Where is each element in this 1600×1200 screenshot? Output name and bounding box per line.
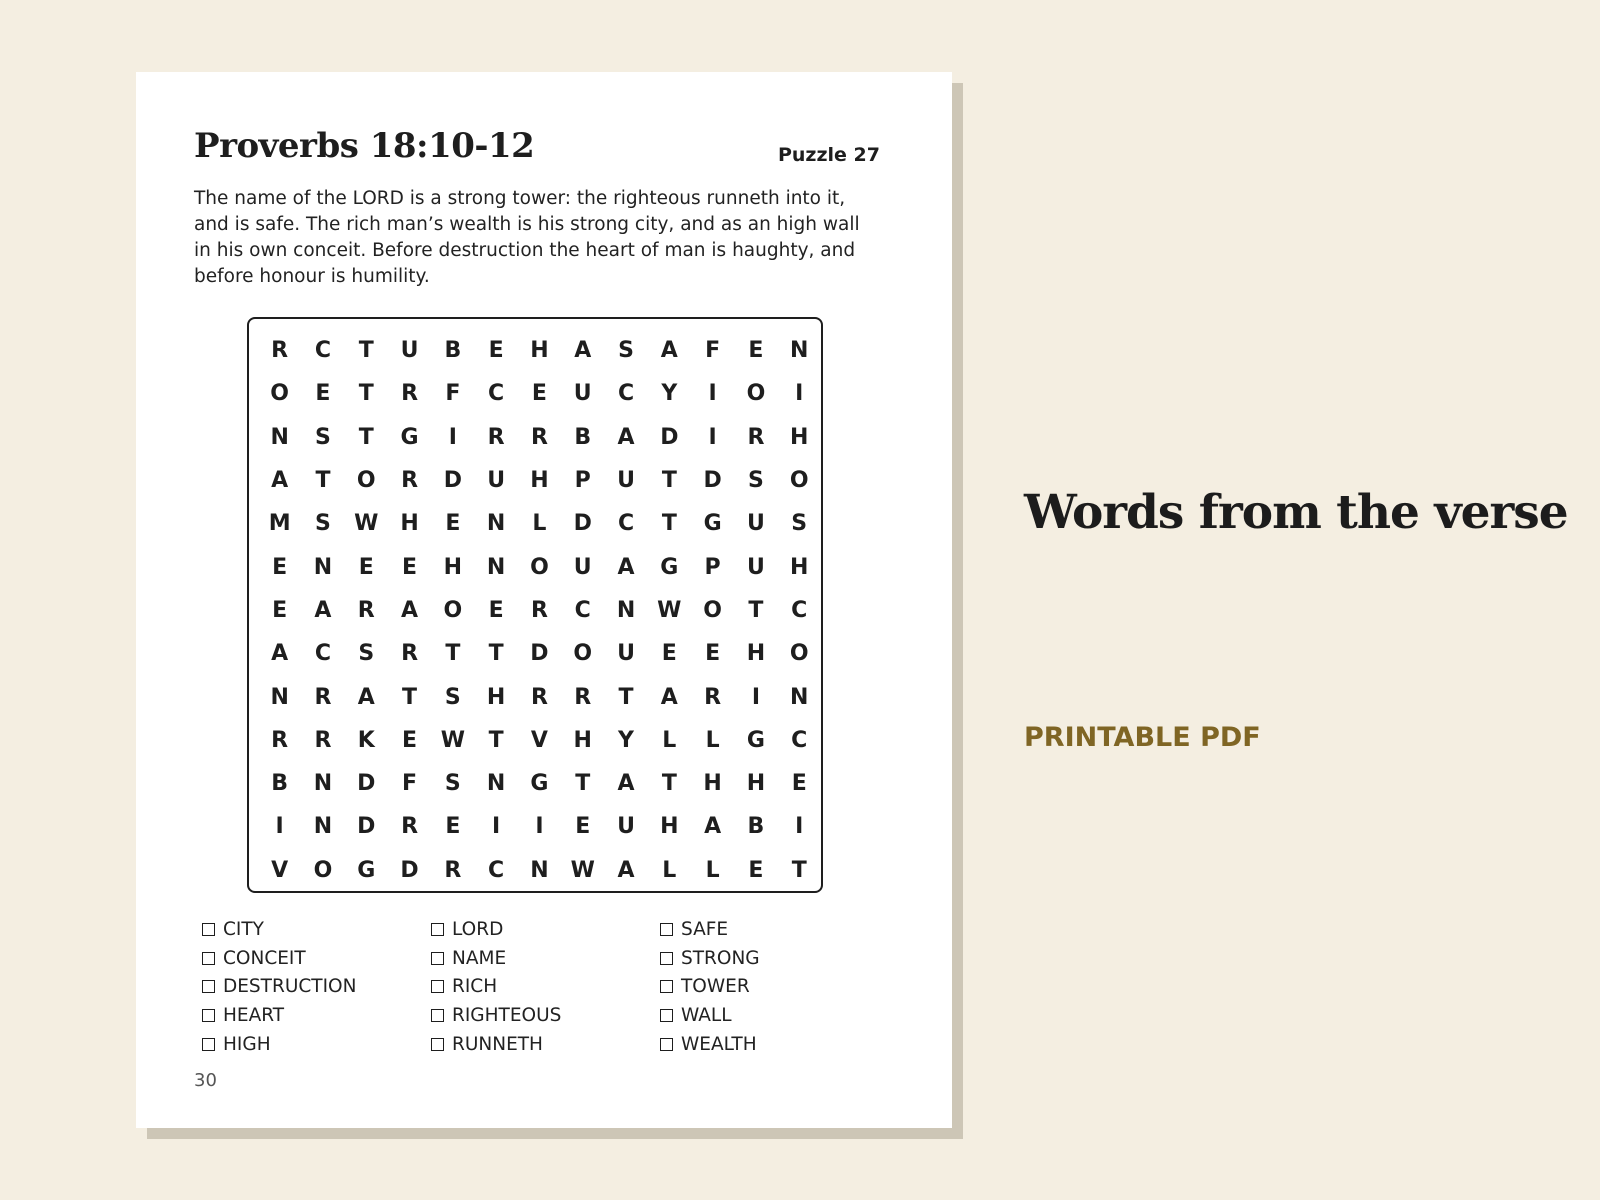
grid-letter[interactable]: W [354, 511, 379, 537]
word-checkbox[interactable] [202, 1038, 215, 1051]
grid-letter[interactable]: E [575, 814, 591, 840]
grid-letter[interactable]: N [530, 857, 549, 883]
grid-letter[interactable]: L [705, 727, 720, 753]
word-label: LORD [452, 918, 504, 940]
puzzle-number: Puzzle 27 [777, 144, 880, 166]
grid-letter[interactable]: K [357, 727, 375, 753]
grid-letter[interactable]: B [574, 424, 592, 450]
grid-letter[interactable]: O [789, 468, 809, 494]
grid-letter[interactable]: C [314, 641, 332, 667]
grid-letter[interactable]: T [488, 727, 504, 753]
word-checkbox[interactable] [202, 1009, 215, 1022]
grid-letter[interactable]: E [445, 814, 461, 840]
grid-letter[interactable]: W [440, 727, 465, 753]
grid-letter[interactable]: N [486, 511, 506, 537]
grid-letter[interactable]: U [573, 381, 592, 407]
grid-letter[interactable]: O [703, 597, 722, 623]
grid-letter[interactable]: G [530, 771, 549, 797]
grid-letter[interactable]: W [570, 857, 595, 883]
puzzle-page [136, 72, 952, 1128]
grid-letter[interactable]: R [530, 424, 548, 450]
grid-letter[interactable]: E [488, 338, 504, 364]
grid-letter[interactable]: T [358, 424, 374, 450]
word-item [202, 972, 431, 1001]
grid-letter[interactable]: R [314, 727, 332, 753]
grid-letter[interactable]: O [573, 641, 593, 667]
grid-letter[interactable]: Y [661, 381, 678, 407]
grid-letter[interactable]: S [618, 338, 634, 364]
grid-letter[interactable]: N [270, 424, 289, 450]
grid-letter[interactable]: N [790, 684, 809, 710]
grid-letter[interactable]: F [445, 381, 461, 407]
grid-letter[interactable]: O [270, 381, 289, 407]
grid-letter[interactable]: T [315, 468, 331, 494]
word-checkbox[interactable] [660, 980, 673, 993]
word-checkbox[interactable] [431, 952, 444, 965]
word-label: WEALTH [681, 1033, 757, 1055]
grid-letter[interactable]: E [488, 597, 504, 623]
grid-letter[interactable]: L [705, 857, 720, 883]
grid-letter[interactable]: R [357, 597, 375, 623]
grid-letter[interactable]: I [275, 814, 284, 840]
word-label: CONCEIT [223, 947, 306, 969]
grid-letter[interactable]: G [703, 511, 722, 537]
grid-letter[interactable]: H [790, 554, 809, 580]
word-label: CITY [223, 918, 264, 940]
grid-letter[interactable]: N [486, 771, 506, 797]
word-checkbox[interactable] [660, 1038, 673, 1051]
grid-letter[interactable]: T [661, 771, 677, 797]
word-search-grid [247, 317, 823, 893]
word-checkbox[interactable] [660, 952, 673, 965]
grid-letter[interactable]: G [400, 424, 419, 450]
grid-letter[interactable]: N [486, 554, 506, 580]
grid-letter[interactable]: A [357, 684, 375, 710]
word-checkbox[interactable] [431, 1009, 444, 1022]
grid-letter[interactable]: U [487, 468, 506, 494]
grid-letter[interactable]: H [703, 771, 722, 797]
grid-letter[interactable]: E [791, 771, 807, 797]
grid-letter[interactable]: E [272, 554, 288, 580]
word-label: HEART [223, 1004, 285, 1026]
grid-letter[interactable]: D [703, 468, 722, 494]
grid-letter[interactable]: E [445, 511, 461, 537]
grid-letter[interactable]: P [574, 468, 591, 494]
grid-letter[interactable]: D [400, 857, 419, 883]
grid-letter[interactable]: R [271, 338, 289, 364]
grid-letter[interactable]: R [401, 814, 419, 840]
grid-letter[interactable]: F [705, 338, 721, 364]
word-checkbox[interactable] [431, 923, 444, 936]
word-label: SAFE [681, 918, 729, 940]
word-label: RUNNETH [452, 1033, 543, 1055]
grid-letter[interactable]: F [402, 771, 418, 797]
grid-letter[interactable]: H [746, 641, 766, 667]
word-label: NAME [452, 947, 507, 969]
grid-letter[interactable]: S [444, 684, 461, 710]
grid-letter[interactable]: A [401, 597, 419, 623]
grid-letter[interactable]: R [444, 857, 462, 883]
grid-letter[interactable]: D [443, 468, 462, 494]
grid-letter[interactable]: U [617, 468, 635, 494]
word-item [431, 944, 660, 973]
grid-letter[interactable]: T [661, 468, 677, 494]
grid-letter[interactable]: A [617, 857, 635, 883]
grid-letter[interactable]: D [357, 814, 376, 840]
grid-letter[interactable]: V [530, 727, 548, 753]
grid-letter[interactable]: A [704, 814, 722, 840]
grid-letter[interactable]: S [791, 511, 808, 537]
word-label: HIGH [223, 1033, 271, 1055]
grid-letter[interactable]: C [617, 381, 635, 407]
grid-letter[interactable]: C [791, 597, 808, 623]
grid-letter[interactable]: E [748, 338, 764, 364]
word-label: RICH [452, 976, 498, 998]
word-item [431, 1001, 660, 1030]
grid-letter[interactable]: C [791, 727, 808, 753]
grid-letter[interactable]: N [270, 684, 289, 710]
grid-letter[interactable]: P [704, 554, 721, 580]
word-item [202, 1001, 431, 1030]
letter-grid [258, 329, 821, 892]
side-heading: Words from the verse [1024, 485, 1568, 540]
grid-letter[interactable]: R [401, 641, 419, 667]
grid-letter[interactable]: C [617, 511, 635, 537]
grid-letter[interactable]: B [271, 771, 289, 797]
word-item [202, 915, 431, 944]
word-list [202, 915, 889, 1058]
grid-letter[interactable]: N [790, 338, 809, 364]
grid-letter[interactable]: E [705, 641, 721, 667]
grid-letter[interactable]: U [573, 554, 592, 580]
grid-letter[interactable]: T [618, 684, 634, 710]
grid-letter[interactable]: R [747, 424, 765, 450]
grid-letter[interactable]: S [358, 641, 375, 667]
grid-letter[interactable]: S [315, 511, 331, 537]
grid-letter[interactable]: H [573, 727, 592, 753]
grid-letter[interactable]: A [617, 424, 635, 450]
grid-letter[interactable]: D [357, 771, 376, 797]
grid-letter[interactable]: O [356, 468, 376, 494]
grid-letter[interactable]: R [487, 424, 505, 450]
grid-letter[interactable]: A [660, 684, 678, 710]
grid-letter[interactable]: A [271, 641, 289, 667]
grid-letter[interactable]: C [488, 381, 505, 407]
printable-pdf-tag: PRINTABLE PDF [1024, 722, 1261, 753]
grid-letter[interactable]: N [616, 597, 636, 623]
grid-letter[interactable]: E [661, 641, 677, 667]
grid-letter[interactable]: I [795, 814, 804, 840]
grid-letter[interactable]: G [746, 727, 765, 753]
grid-letter[interactable]: I [535, 814, 544, 840]
grid-letter[interactable]: L [532, 511, 547, 537]
grid-letter[interactable]: T [488, 641, 504, 667]
grid-letter[interactable]: L [662, 727, 677, 753]
grid-letter[interactable]: A [617, 771, 635, 797]
grid-letter[interactable]: B [747, 814, 765, 840]
grid-letter[interactable]: A [574, 338, 592, 364]
grid-letter[interactable]: H [443, 554, 463, 580]
grid-letter[interactable]: V [271, 857, 289, 883]
grid-letter[interactable]: T [575, 771, 591, 797]
grid-letter[interactable]: T [402, 684, 418, 710]
grid-letter[interactable]: D [573, 511, 592, 537]
word-item [202, 1030, 431, 1059]
grid-letter[interactable]: A [617, 554, 635, 580]
grid-letter[interactable]: U [617, 641, 635, 667]
grid-letter[interactable]: O [530, 554, 549, 580]
grid-letter[interactable]: H [530, 338, 549, 364]
grid-letter[interactable]: W [657, 597, 682, 623]
grid-letter[interactable]: R [530, 597, 548, 623]
grid-letter[interactable]: E [402, 554, 418, 580]
word-item [431, 972, 660, 1001]
grid-letter[interactable]: L [662, 857, 677, 883]
grid-letter[interactable]: I [492, 814, 501, 840]
grid-letter[interactable]: B [444, 338, 462, 364]
grid-letter[interactable]: E [272, 597, 288, 623]
grid-letter[interactable]: R [401, 468, 419, 494]
word-checkbox[interactable] [431, 980, 444, 993]
grid-letter[interactable]: T [358, 381, 374, 407]
grid-letter[interactable]: T [661, 511, 677, 537]
grid-letter[interactable]: R [704, 684, 722, 710]
grid-letter[interactable]: R [401, 381, 419, 407]
grid-letter[interactable]: I [708, 424, 717, 450]
grid-letter[interactable]: S [444, 771, 461, 797]
word-item [660, 1030, 889, 1059]
word-item [431, 915, 660, 944]
grid-letter[interactable]: M [268, 511, 291, 537]
word-item [431, 1030, 660, 1059]
page-number: 30 [194, 1070, 217, 1091]
word-checkbox[interactable] [431, 1038, 444, 1051]
grid-letter[interactable]: D [660, 424, 679, 450]
grid-letter[interactable]: E [531, 381, 547, 407]
grid-letter[interactable]: E [402, 727, 418, 753]
word-item [660, 972, 889, 1001]
grid-letter[interactable]: T [445, 641, 461, 667]
word-checkbox[interactable] [202, 952, 215, 965]
word-item [202, 944, 431, 973]
grid-letter[interactable]: C [314, 338, 332, 364]
grid-letter[interactable]: I [795, 381, 804, 407]
grid-letter[interactable]: H [746, 771, 766, 797]
word-label: RIGHTEOUS [452, 1004, 562, 1026]
word-label: DESTRUCTION [223, 976, 357, 998]
grid-letter[interactable]: Y [618, 727, 634, 753]
page-title: Proverbs 18:10-12 [194, 126, 535, 166]
grid-letter[interactable]: A [314, 597, 332, 623]
grid-letter[interactable]: O [443, 597, 463, 623]
grid-letter[interactable]: S [315, 424, 331, 450]
grid-letter[interactable]: N [313, 771, 333, 797]
word-checkbox[interactable] [202, 923, 215, 936]
grid-letter[interactable]: I [751, 684, 760, 710]
grid-letter[interactable]: N [313, 554, 333, 580]
word-checkbox[interactable] [660, 1009, 673, 1022]
grid-letter[interactable]: E [358, 554, 374, 580]
word-item [660, 1001, 889, 1030]
grid-letter[interactable]: U [746, 511, 765, 537]
grid-letter[interactable]: G [357, 857, 376, 883]
grid-letter[interactable]: I [448, 424, 457, 450]
word-label: STRONG [681, 947, 760, 969]
grid-letter[interactable]: H [790, 424, 809, 450]
word-item [660, 944, 889, 973]
word-checkbox[interactable] [660, 923, 673, 936]
grid-letter[interactable]: H [400, 511, 419, 537]
grid-letter[interactable]: H [486, 684, 506, 710]
grid-letter[interactable]: U [617, 814, 635, 840]
grid-letter[interactable]: O [313, 857, 333, 883]
word-label: WALL [681, 1004, 732, 1026]
grid-letter[interactable]: O [746, 381, 766, 407]
word-label: TOWER [681, 976, 750, 998]
word-checkbox[interactable] [202, 980, 215, 993]
grid-letter[interactable]: C [574, 597, 591, 623]
grid-letter[interactable]: H [660, 814, 679, 840]
grid-letter[interactable]: A [271, 468, 289, 494]
grid-letter[interactable]: T [748, 597, 764, 623]
grid-letter[interactable]: N [313, 814, 333, 840]
grid-letter[interactable]: E [748, 857, 764, 883]
grid-letter[interactable]: U [746, 554, 765, 580]
verse-text: The name of the LORD is a strong tower: the righteous runneth into it, and is safe. The rich man’s wealth is his strong city, and as an high wall in his own conceit. Before destruction the heart of man is haughty, and before honour is humility. [194, 188, 860, 287]
word-item [660, 915, 889, 944]
grid-letter[interactable]: R [271, 727, 289, 753]
grid-letter[interactable]: R [314, 684, 332, 710]
grid-letter[interactable]: C [488, 857, 505, 883]
grid-letter[interactable]: T [358, 338, 374, 364]
grid-letter[interactable]: G [660, 554, 679, 580]
grid-letter[interactable]: R [530, 684, 548, 710]
grid-letter[interactable]: R [574, 684, 592, 710]
grid-letter[interactable]: H [530, 468, 549, 494]
grid-letter[interactable]: T [791, 857, 807, 883]
grid-letter[interactable]: O [789, 641, 809, 667]
grid-letter[interactable]: U [400, 338, 419, 364]
grid-letter[interactable]: E [315, 381, 331, 407]
grid-letter[interactable]: D [530, 641, 549, 667]
grid-letter[interactable]: I [708, 381, 717, 407]
grid-letter[interactable]: A [660, 338, 678, 364]
grid-letter[interactable]: S [747, 468, 764, 494]
